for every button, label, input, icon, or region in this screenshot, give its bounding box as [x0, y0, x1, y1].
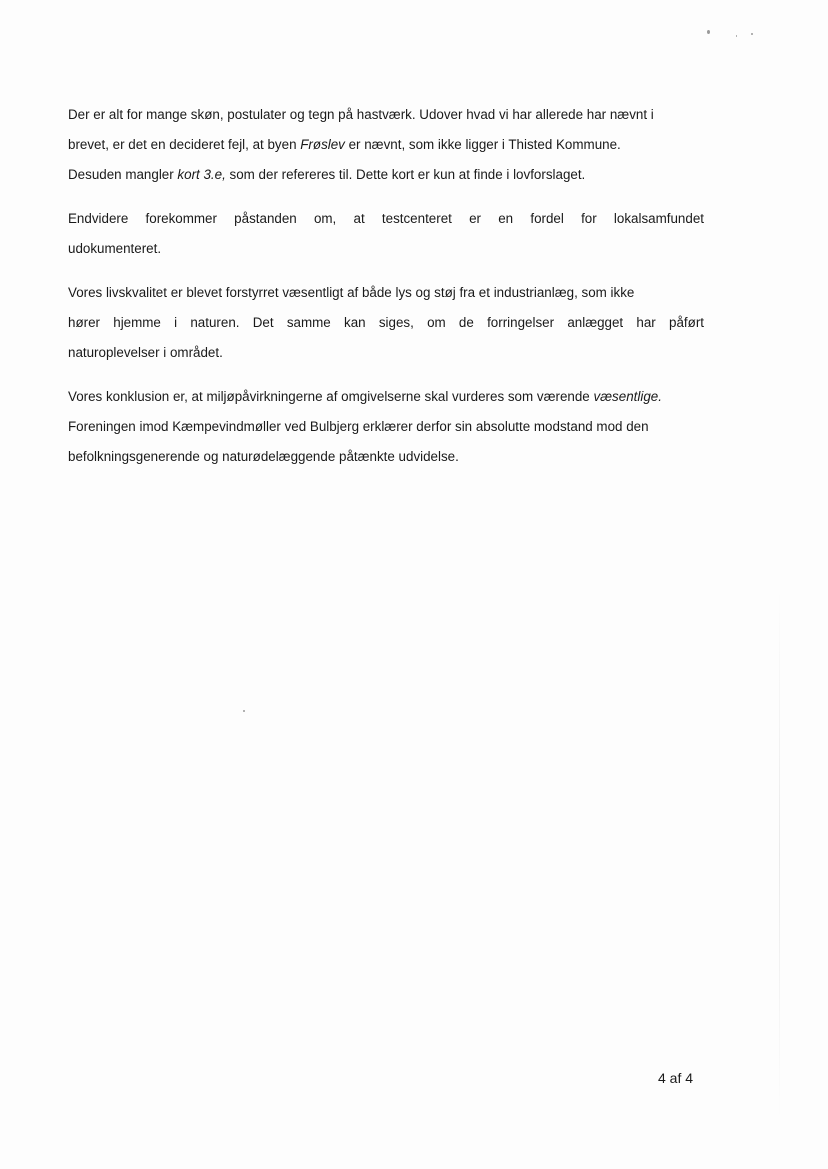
text-line: [68, 204, 704, 234]
text-span: Foreningen imod Kæmpevindmøller ved Bulbjerg erklærer derfor sin absolutte modstand mod den: [68, 419, 649, 434]
paragraph-4: [68, 382, 704, 472]
text-span: Der er alt for mange skøn, postulater og tegn på hastværk. Udover hvad vi har allerede har nævnt i: [68, 107, 654, 122]
text-line: [68, 160, 704, 190]
emphasis-map-ref: kort 3.e,: [177, 167, 226, 182]
text-line: [68, 338, 704, 368]
text-line: [68, 234, 704, 264]
text-span: Vores livskvalitet er blevet forstyrret væsentligt af både lys og støj fra et industrianlæg, som ikke: [68, 285, 635, 300]
text-span: naturoplevelser i området.: [68, 345, 223, 360]
text-line: [68, 130, 704, 160]
text-span: brevet, er det en decideret fejl, at byen: [68, 137, 301, 152]
text-span: Vores konklusion er, at miljøpåvirkningerne af omgivelserne skal vurderes som værende: [68, 389, 594, 404]
text-span: udokumenteret.: [68, 241, 162, 256]
text-line: [68, 442, 704, 472]
text-line: [68, 100, 704, 130]
text-span: hører hjemme i naturen. Det samme kan siges, om de forringelser anlægget har påført: [68, 315, 704, 330]
text-span: Endvidere forekommer påstanden om, at testcenteret er en fordel for lokalsamfundet: [68, 211, 704, 226]
document-body: [68, 100, 704, 486]
text-line: [68, 412, 704, 442]
text-line: [68, 278, 704, 308]
emphasis-conclusion: væsentlige.: [593, 389, 662, 404]
text-span: som der refereres til. Dette kort er kun at finde i lovforslaget.: [225, 167, 586, 182]
emphasis-town-name: Frøslev: [300, 137, 345, 152]
scan-speck: [736, 35, 737, 37]
scan-edge-line: [779, 590, 780, 1120]
page-number: 4 af 4: [658, 1070, 694, 1086]
scan-speck: [707, 30, 710, 34]
scan-speck: [751, 33, 753, 35]
paragraph-2: [68, 204, 704, 264]
text-line: [68, 308, 704, 338]
paragraph-1: [68, 100, 704, 190]
scan-speck: [243, 710, 245, 712]
text-span: befolkningsgenerende og naturødelæggende påtænkte udvidelse.: [68, 449, 459, 464]
text-span: er nævnt, som ikke ligger i Thisted Kommune.: [344, 137, 621, 152]
text-line: [68, 382, 704, 412]
text-span: Desuden mangler: [68, 167, 178, 182]
paragraph-3: [68, 278, 704, 368]
